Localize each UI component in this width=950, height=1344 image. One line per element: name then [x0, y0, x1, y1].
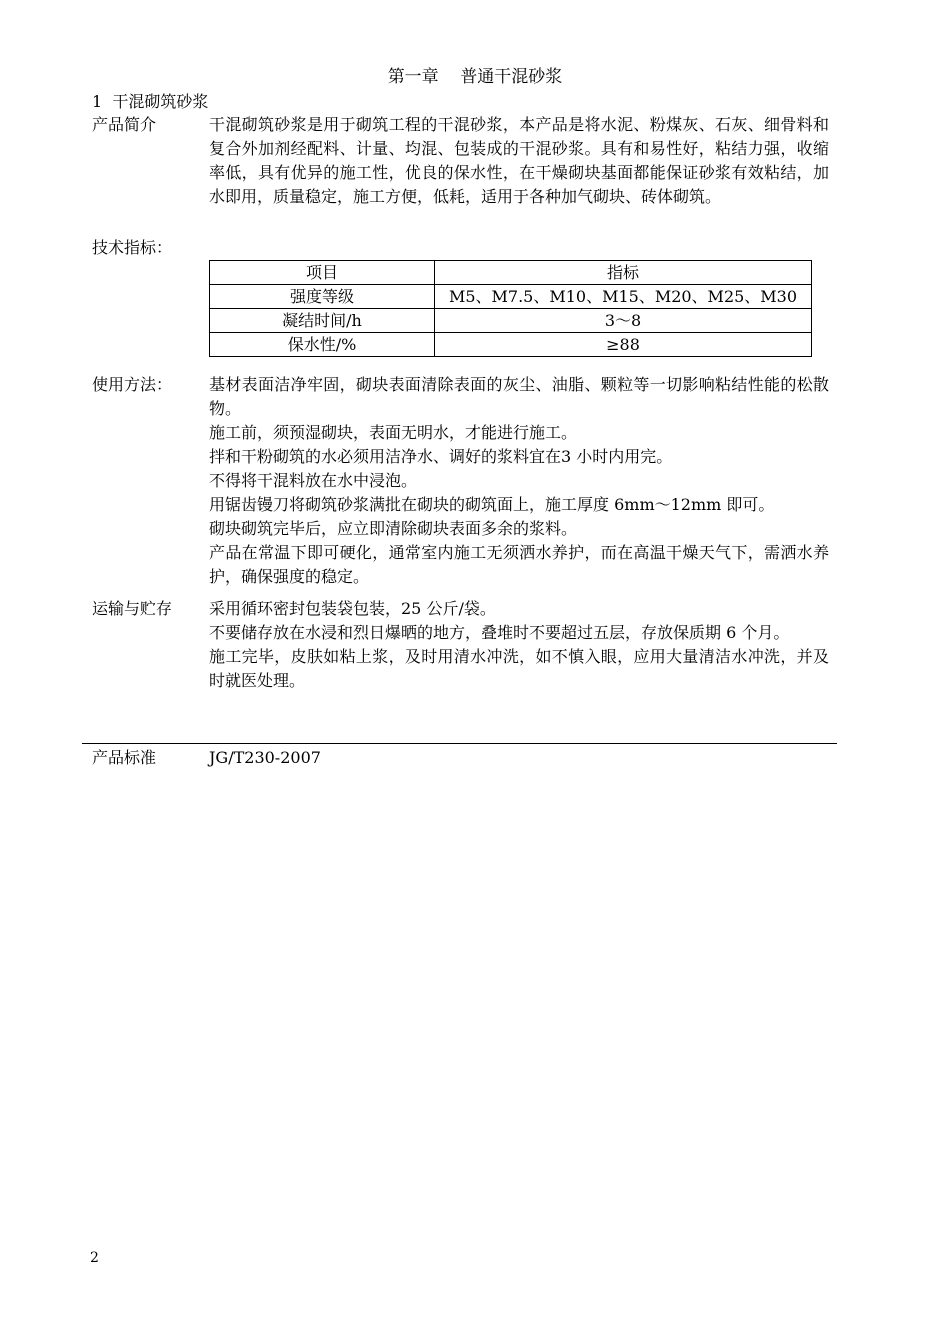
table-cell: 3～8	[435, 309, 812, 333]
table-row	[210, 285, 812, 309]
standard-value: JG/T230-2007	[209, 748, 321, 767]
table-cell: 强度等级	[210, 285, 435, 309]
intro-text: 干混砌筑砂浆是用于砌筑工程的干混砂浆，本产品是将水泥、粉煤灰、石灰、细骨料和复合外加剂经配料、计量、均混、包装成的干混砂浆。具有和易性好，粘结力强，收缩率低，具有优异的施工性，优良的保水性，在干燥砌块基面都能保证砂浆有效粘结，加水即用，质量稳定，施工方便，低耗，适用于各种加气砌块、砖体砌筑。	[209, 115, 829, 206]
table-row	[210, 309, 812, 333]
usage-paragraph: 拌和干粉砌筑的水必须用洁净水、调好的浆料宜在3 小时内用完。	[209, 447, 673, 466]
table-header-cell: 项目	[210, 261, 435, 285]
table-header-cell: 指标	[435, 261, 812, 285]
usage-content	[209, 373, 829, 589]
usage-paragraph: 基材表面洁净牢固，砌块表面清除表面的灰尘、油脂、颗粒等一切影响粘结性能的松散物。	[209, 375, 829, 418]
storage-paragraph: 采用循环密封包装袋包装，25 公斤/袋。	[209, 599, 496, 618]
section-title: 1 干混砌筑砂浆	[92, 92, 209, 111]
usage-paragraph: 用锯齿镘刀将砌筑砂浆满批在砌块的砌筑面上，施工厚度 6mm～12mm 即可。	[209, 495, 775, 514]
table-cell: 凝结时间/h	[210, 309, 435, 333]
chapter-title: 第一章 普通干混砂浆	[387, 67, 563, 87]
storage-paragraph: 不要储存放在水浸和烈日爆晒的地方，叠堆时不要超过五层，存放保质期 6 个月。	[209, 623, 790, 642]
usage-paragraph: 施工前，须预湿砌块，表面无明水，才能进行施工。	[209, 423, 578, 442]
intro-label: 产品简介	[92, 115, 157, 134]
specs-label: 技术指标：	[92, 238, 173, 257]
usage-paragraph: 砌块砌筑完毕后，应立即清除砌块表面多余的浆料。	[209, 519, 578, 538]
table-cell: 保水性/%	[210, 333, 435, 357]
usage-paragraph: 不得将干混料放在水中浸泡。	[209, 471, 418, 490]
table-cell: M5、M7.5、M10、M15、M20、M25、M30	[435, 285, 812, 309]
storage-content	[209, 597, 829, 693]
page-number: 2	[90, 1250, 99, 1266]
usage-label: 使用方法：	[92, 375, 173, 394]
usage-paragraph: 产品在常温下即可硬化，通常室内施工无须洒水养护，而在高温干燥天气下，需洒水养护，确保强度的稳定。	[209, 543, 829, 586]
storage-paragraph: 施工完毕，皮肤如粘上浆，及时用清水冲洗，如不慎入眼，应用大量清洁水冲洗，并及时就医处理。	[209, 647, 829, 690]
table-header-row	[210, 261, 812, 285]
standard-label: 产品标准	[92, 748, 157, 767]
divider-line	[82, 743, 837, 744]
table-row	[210, 333, 812, 357]
specs-table	[209, 260, 812, 357]
table-cell: ≥88	[435, 333, 812, 357]
storage-label: 运输与贮存	[92, 599, 173, 618]
